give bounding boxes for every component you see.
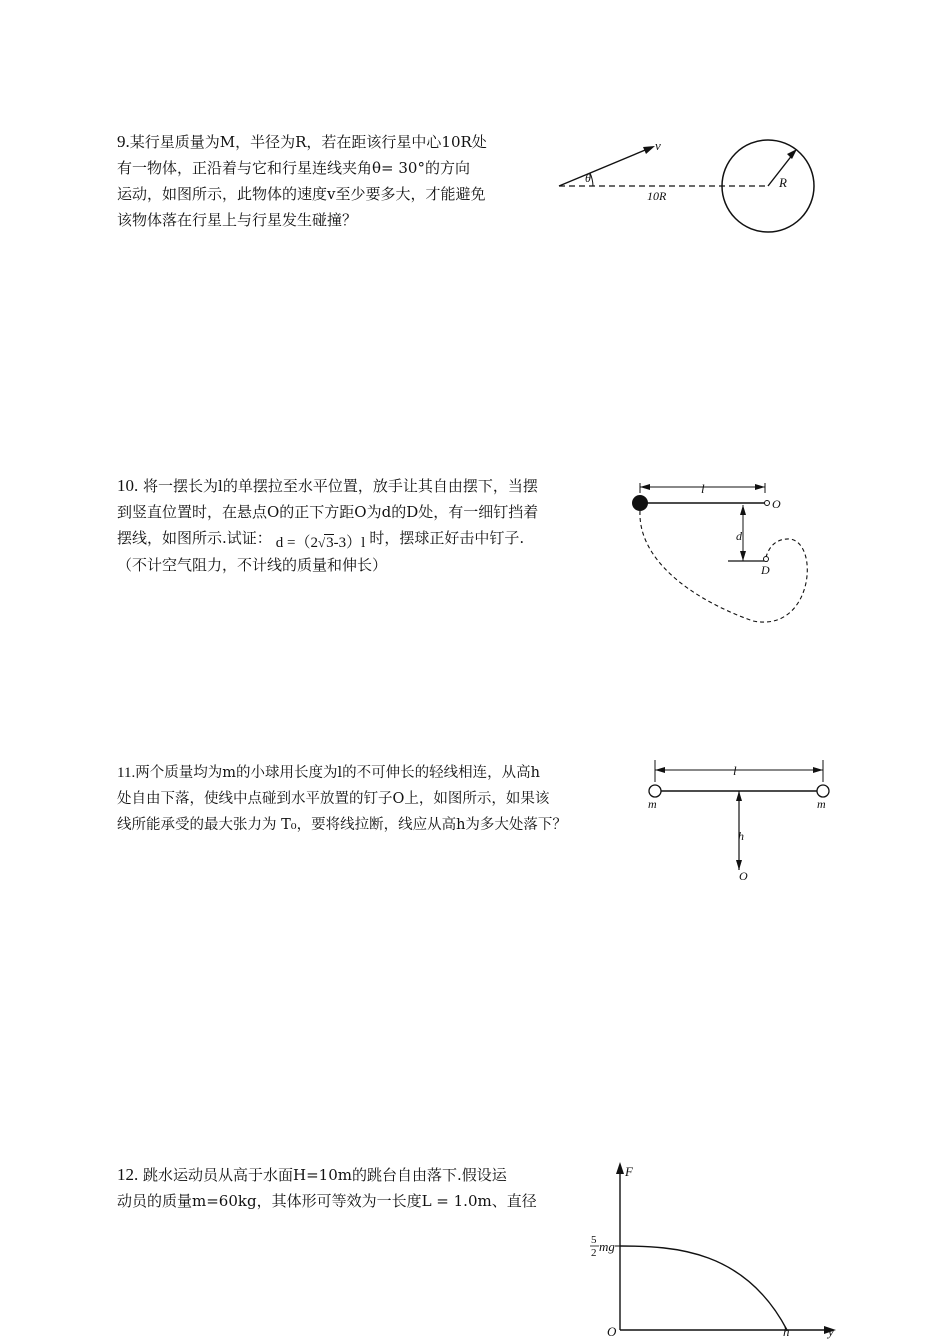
figure-12-force-graph [585,1160,845,1340]
figure-11-two-balls-diagram [645,758,845,888]
label-mg: mg [599,1239,615,1254]
sqrt-radicand: 3 [326,535,334,551]
problem-9 [117,129,487,233]
label-l: l [733,763,737,778]
label-O: O [772,497,781,511]
label-R: R [779,175,787,190]
problem-text: （不计空气阻力，不计线的质量和伸长） [117,556,388,574]
label-theta: θ [585,171,591,185]
problem-11 [117,760,567,838]
problem-text: 摆线，如图所示.试证： [117,529,272,547]
label-l: l [701,481,705,496]
formula-d: d =（2√3-3）l [275,535,366,551]
problem-text: 将一摆长为l的单摆拉至水平位置，放手让其自由摆下，当摆 [143,477,538,495]
label-h: h [738,829,744,843]
problem-12 [117,1162,537,1214]
problem-text: 有一物体，正沿着与它和行星连线夹角θ= 30°的方向 [117,159,470,177]
label-m-left: m [648,797,657,811]
label-m-right: m [817,797,826,811]
figure-10-pendulum-diagram [628,483,848,633]
problem-10 [117,473,538,578]
label-y: y [828,1324,834,1339]
label-frac-den: 2 [591,1247,597,1259]
problem-number: 12. [117,1165,139,1184]
problem-number: 10. [117,476,139,495]
problem-text: 该物体落在行星上与行星发生碰撞？ [117,211,358,229]
problem-number: 11. [117,765,136,781]
figure-9-planet-diagram [555,135,855,245]
problem-text: 跳水运动员从高于水面H=10m的跳台自由落下.假设运 [143,1166,507,1184]
label-D: D [761,563,770,577]
problem-text: 两个质量均为m的小球用长度为l的不可伸长的轻线相连，从高h [135,765,540,781]
label-O: O [607,1324,617,1339]
problem-text: 某行星质量为M，半径为R，若在距该行星中心10R处 [129,133,487,151]
problem-text: 线所能承受的最大张力为 T₀，要将线拉断，线应从高h为多大处落下？ [117,817,567,833]
label-h: h [783,1324,790,1339]
problem-text: 处自由下落，使线中点碰到水平放置的钉子O上，如图所示，如果该 [117,791,550,807]
problem-text: 时，摆球正好击中钉子. [369,529,525,547]
label-frac-num: 5 [591,1234,597,1246]
label-10R: 10R [647,189,667,203]
problem-number: 9. [117,132,130,151]
problem-text: 运动，如图所示，此物体的速度v至少要多大，才能避免 [117,185,486,203]
label-v: v [655,138,661,153]
problem-text: 动员的质量m=60kg，其体形可等效为一长度L = 1.0m、直径 [117,1192,537,1210]
label-F: F [625,1164,633,1179]
label-d: d [736,529,742,543]
problem-text: 到竖直位置时，在悬点O的正下方距O为d的D处，有一细钉挡着 [117,503,539,521]
label-O: O [739,869,748,883]
